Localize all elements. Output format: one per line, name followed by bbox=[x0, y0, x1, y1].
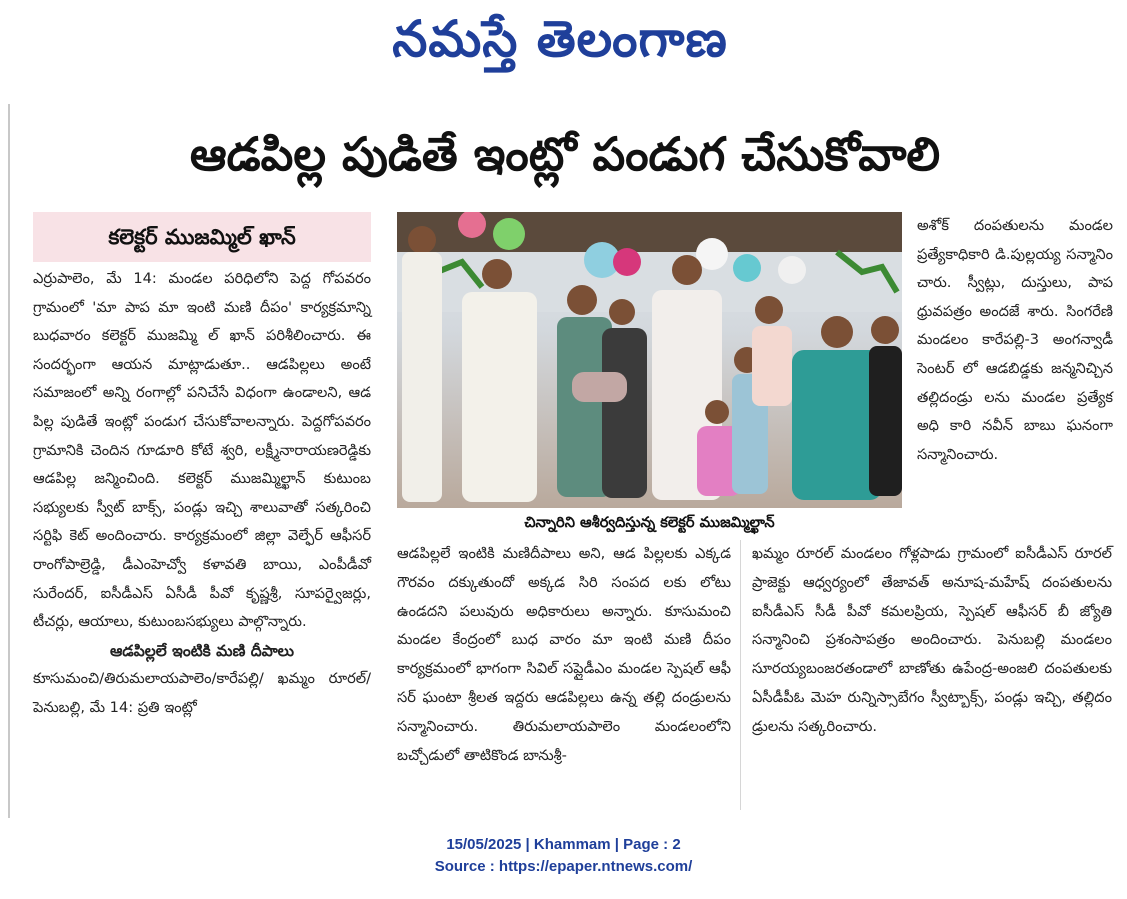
photo-illustration bbox=[397, 212, 902, 508]
article-photo bbox=[397, 212, 902, 508]
article-paragraph-2-start: కూసుమంచి/తిరుమలాయపాలెం/కారేపల్లి/ ఖమ్మం రూరల్/పెనుబల్లి, మే 14: ప్రతి ఇంట్లో bbox=[33, 670, 371, 716]
article-column-middle bbox=[397, 540, 731, 770]
article-headline: ఆడపిల్ల పుడితే ఇంట్లో పండుగ చేసుకోవాలి bbox=[189, 127, 941, 181]
article-subheadline: కలెక్టర్ ముజమ్మిల్ ఖాన్ bbox=[33, 212, 371, 262]
page-footer bbox=[300, 834, 827, 878]
page-margin-rule bbox=[8, 104, 10, 818]
article-paragraph-2-right-top: అశోక్ దంపతులను మండల ప్రత్యేకాధికారి డి.పుల్లయ్య సన్మానిం చారు. స్వీట్లు, దుస్తులు, పాప ధ్రువపత్రం అందజే శారు. సింగరేణి మండలం కారేపల్లి-3 అంగన్వాడీ సెంటర్ లో ఆడబిడ్డకు జన్మనిచ్చిన తల్లిదండ్రు లను మండల ప్రత్యేక అధి కారి నవీన్ బాబు ఘనంగా సన్మానించారు. bbox=[917, 217, 1113, 463]
article-column-right-bottom bbox=[752, 540, 1112, 742]
newspaper-masthead: నమస్తే తెలంగాణ bbox=[392, 9, 728, 68]
footer-source-line: Source : https://epaper.ntnews.com/ bbox=[434, 858, 693, 875]
column-divider bbox=[740, 540, 741, 810]
photo-caption: చిన్నారిని ఆశీర్వదిస్తున్న కలెక్టర్ ముజమ్మిల్ఖాన్ bbox=[524, 514, 775, 531]
article-paragraph-2-right-bottom: ఖమ్మం రూరల్ మండలం గోళ్లపాడు గ్రామంలో ఐసీడీఎస్ రూరల్ ప్రాజెక్టు ఆధ్వర్యంలో తేజావత్ అనూష-మహేష్ దంపతులను ఐసీడీఎస్ సీడీ పీవో కమలప్రియ, స్పెషల్ ఆఫీసర్ బీ జ్యోతి సన్మానించి ప్రశంసాపత్రం అందించారు. పెనుబల్లి మండలం సూరయ్యబంజరతండాలో బాణోతు ఉపేంద్ర-అంజలి దంపతులకు ఏసీడీపీఓ మెహ రున్నిస్సాబేగం స్వీట్బాక్స్, పండ్లు ఇచ్చి, తల్లిదం డ్రులను సత్కరించారు. bbox=[752, 545, 1112, 735]
article-paragraph-1: ఎర్రుపాలెం, మే 14: మండల పరిధిలోని పెద్ద గోపవరం గ్రామంలో 'మా పాప మా ఇంటి మణి దీపం' కార్యక్రమాన్ని బుధవారం కలెక్టర్ ముజమ్మి ల్ ఖాన్ పరిశీలించారు. ఈ సందర్భంగా ఆయన మాట్లాడుతూ.. ఆడపిల్లలు అంటే సమాజంలో అన్ని రంగాల్లో పనిచేసే విధంగా ఉండాలని, ఆడ పిల్ల పుడితే ఇంట్లో పండుగ చేసుకోవాలన్నారు. పెద్దగోపవరం గ్రామానికి చెందిన గూడూరి కోటే శ్వరి, లక్ష్మీనారాయణరెడ్డికు ఆడపిల్ల జన్మించింది. కలెక్టర్ ముజమ్మిల్ఖాన్ కుటుంబ సభ్యులకు స్వీట్ బాక్స్, పండ్లు ఇచ్చి శాలువాతో సత్కరించి సర్టిఫి కెట్ అందించారు. కార్యక్రమంలో జిల్లా వెల్ఫేర్ ఆఫీసర్ రాంగోపాల్రెడ్డి, డీఎంహెచ్వో కళావతి బాయి, ఎంపీడీవో సురేందర్, ఐసీడీఎస్ ఏసీడీ పీవో కృష్ణశ్రీ, సూపర్వైజర్లు, టీచర్లు, ఆయాలు, కుటుంబసభ్యులు పాల్గొన్నారు. bbox=[33, 270, 371, 631]
article-column-left bbox=[33, 265, 371, 723]
footer-edition-line: 15/05/2025 | Khammam | Page : 2 bbox=[446, 836, 681, 853]
article-paragraph-2-middle: ఆడపిల్లలే ఇంటికి మణిదీపాలు అని, ఆడ పిల్లలకు ఎక్కడ గౌరవం దక్కుతుందో అక్కడ సిరి సంపద లకు లోటు ఉండదని పలువురు అధికారులు అన్నారు. కూసుమంచి మండల కేంద్రంలో బుధ వారం మా ఇంటి మణి దీపం కార్యక్రమంలో భాగంగా సివిల్ సప్లైడీఎం మండల స్పెషల్ ఆఫీ సర్ ఘంటా శ్రీలత ఇద్దరు ఆడపిల్లలు ఉన్న తల్లి దండ్రులను సన్మానించారు. తిరుమలాయపాలెం మండలంలోని బచ్చోడులో తాటికొండ బానుశ్రీ- bbox=[397, 545, 731, 764]
article-column-right-top bbox=[917, 212, 1113, 469]
section-heading: ఆడపిల్లలే ఇంటికి మణి దీపాలు bbox=[109, 641, 295, 660]
